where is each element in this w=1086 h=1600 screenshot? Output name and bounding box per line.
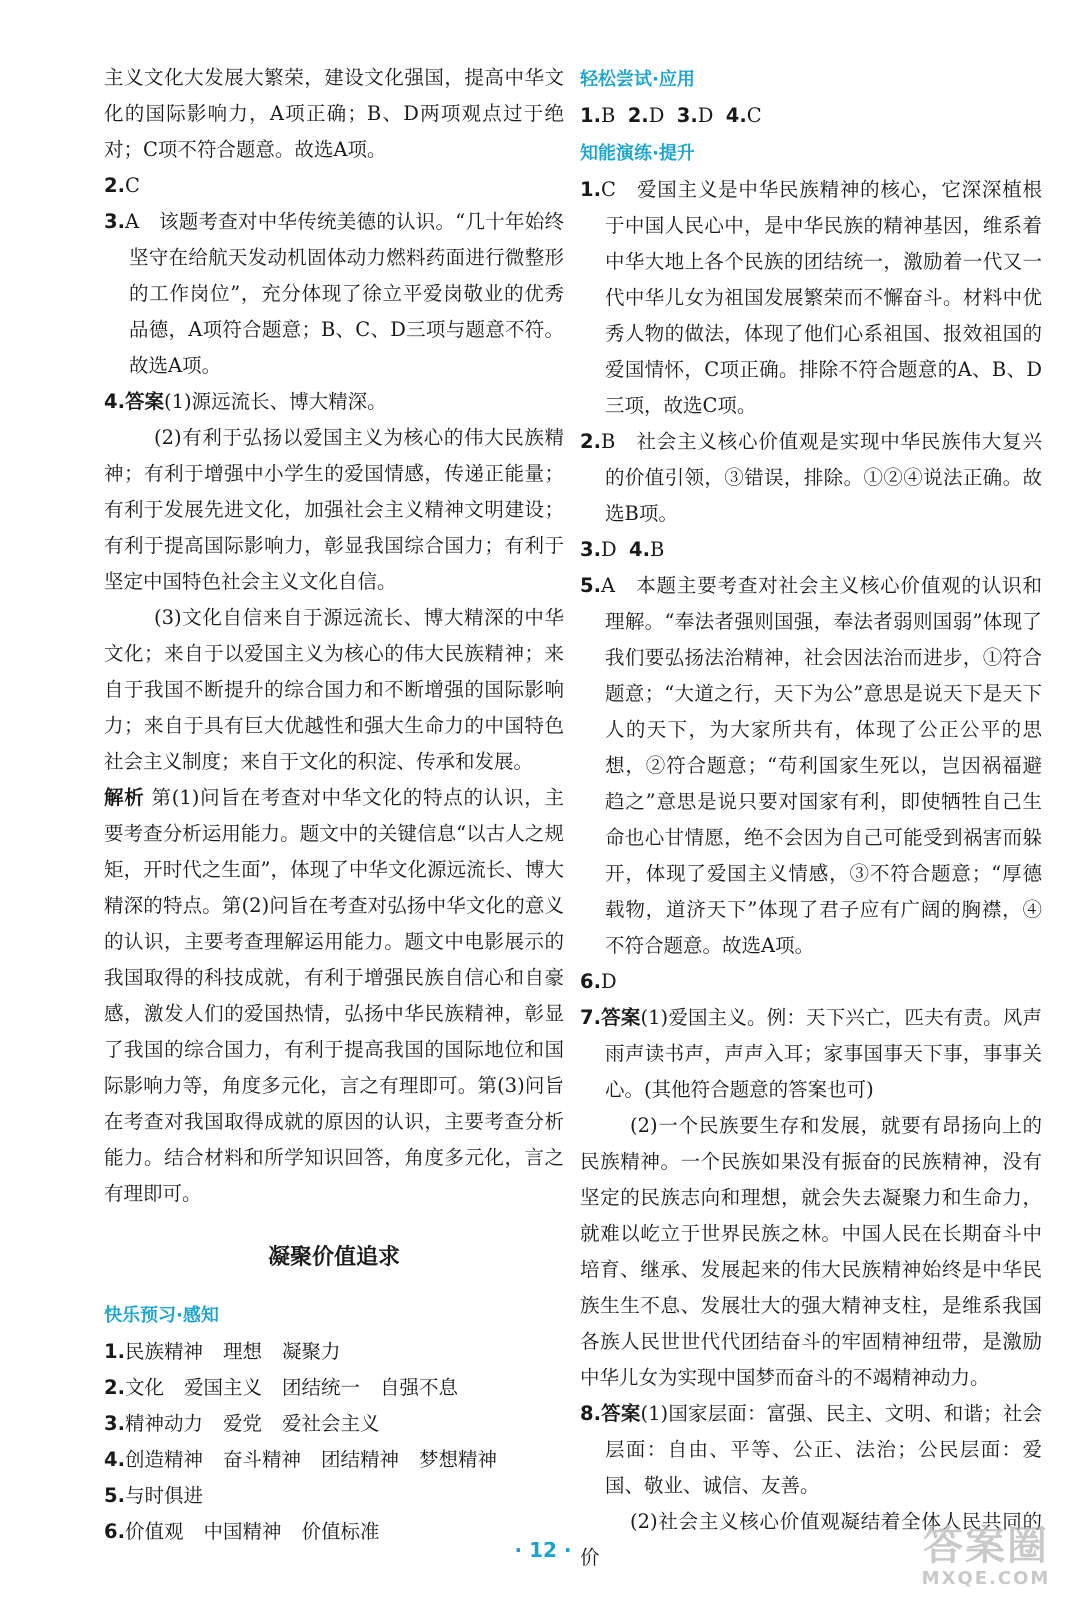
answer-keyword: 答案 bbox=[600, 1006, 641, 1029]
practice-item-7 bbox=[580, 1000, 1042, 1108]
item-number: 1. bbox=[580, 104, 601, 127]
answer-item-4 bbox=[104, 384, 564, 420]
list-item bbox=[104, 1406, 564, 1442]
term: 梦想精神 bbox=[419, 1448, 498, 1471]
item-number: 5. bbox=[580, 574, 601, 597]
answer-value: B bbox=[650, 538, 665, 561]
answer-keyword: 答案 bbox=[600, 1402, 641, 1425]
practice-item-1 bbox=[580, 172, 1042, 424]
term: 奋斗精神 bbox=[223, 1448, 302, 1471]
term: 凝聚力 bbox=[282, 1340, 341, 1363]
term: 与时俱进 bbox=[124, 1484, 203, 1507]
answer-value: D bbox=[648, 104, 665, 127]
answer-value: B bbox=[600, 104, 616, 127]
item-number: 4. bbox=[104, 1448, 125, 1471]
term: 精神动力 bbox=[124, 1412, 203, 1435]
item-text: B 社会主义核心价值观是实现中华民族伟大复兴的价值引领，③错误，排除。①②④说法正确。故选B项。 bbox=[600, 430, 1042, 525]
answer-item-4-part-3: (3)文化自信来自于源远流长、博大精深的中华文化；来自于以爱国主义为核心的伟大民族精神；来自于我国不断提升的综合国力和不断增强的国际影响力；来自于具有巨大优越性和强大生命力的中国特色社会主义制度；来自于文化的积淀、传承和发展。 bbox=[104, 606, 564, 773]
practice-item-3-4 bbox=[580, 532, 1042, 568]
item-number: 7. bbox=[580, 1006, 601, 1029]
answer-item-3 bbox=[104, 204, 564, 384]
term: 中国精神 bbox=[203, 1520, 282, 1543]
answer-value: D bbox=[600, 538, 617, 561]
section-heading-preview: 快乐预习·感知 bbox=[104, 1305, 219, 1326]
section-title: 凝聚价值追求 bbox=[267, 1245, 400, 1270]
section-heading-trial: 轻松尝试·应用 bbox=[580, 69, 695, 90]
term: 创造精神 bbox=[124, 1448, 203, 1471]
item-text: A 本题主要考查对社会主义核心价值观的认识和理解。“奉法者强则国强，奉法者弱则国弱”体现了我们要弘扬法治精神，社会因法治而进步，①符合题意；“大道之行，天下为公”意思是说天下是天下人的天下，为大家所共有，体现了公正公平的思想，②符合题意；“苟利国家生死以，岂因祸福避趋之”意思是说只要对国家有利，即使牺牲自己生命也心甘情愿，绝不会因为自己可能受到祸害而躲开，体现了爱国主义情感，③不符合题意；“厚德载物，道济天下”体现了君子应有广阔的胸襟，④不符合题意。故选A项。 bbox=[600, 574, 1042, 957]
term: 文化 bbox=[124, 1376, 164, 1399]
analysis-text: 第(1)问旨在考查对中华文化的特点的认识，主要考查分析运用能力。题文中的关键信息“以古人之规矩，开时代之生面”，体现了中华文化源远流长、博大精深的特点。第(2)问旨在考查对弘扬中华文化的意义的认识，主要考查理解运用能力。题文中电影展示的我国取得的科技成就，有利于增强民族自信心和自豪感，激发人们的爱国热情，弘扬中华民族精神，彰显了我国的综合国力，有利于提高我国的国际地位和国际影响力等，角度多元化，言之有理即可。第(3)问旨在考查对我国取得成就的原因的认识，主要考查分析能力。结合材料和所学知识回答，角度多元化，言之有理即可。 bbox=[104, 786, 564, 1205]
item-number: 3. bbox=[676, 104, 698, 127]
item-number: 3. bbox=[104, 1412, 125, 1435]
term: 爱社会主义 bbox=[282, 1412, 380, 1435]
item-number: 6. bbox=[104, 1520, 125, 1543]
watermark-url: MXQE.COM bbox=[921, 1568, 1051, 1589]
answer-value: C bbox=[746, 104, 762, 127]
section-heading-practice: 知能演练·提升 bbox=[580, 143, 695, 164]
answer-item-2 bbox=[104, 168, 564, 204]
item-number: 1. bbox=[580, 178, 601, 201]
page-number: · 12 · bbox=[514, 1538, 572, 1562]
left-column bbox=[104, 60, 564, 1550]
item-text: (1)爱国主义。例：天下兴亡，匹夫有责。风声雨声读书声，声声入耳；家事国事天下事，事事关心。(其他符合题意的答案也可) bbox=[605, 1006, 1042, 1101]
list-item bbox=[104, 1370, 564, 1406]
item-number: 4. bbox=[629, 538, 651, 561]
term: 爱党 bbox=[223, 1412, 263, 1435]
item-number: 4. bbox=[725, 104, 747, 127]
analysis-keyword: 解析 bbox=[104, 786, 145, 809]
item-number: 2. bbox=[580, 430, 601, 453]
item-number: 2. bbox=[104, 1376, 125, 1399]
list-item bbox=[104, 1442, 564, 1478]
term: 自强不息 bbox=[380, 1376, 459, 1399]
practice-item-8 bbox=[580, 1396, 1042, 1504]
term: 民族精神 bbox=[124, 1340, 203, 1363]
item-text: C 爱国主义是中华民族精神的核心，它深深植根于中国人民心中，是中华民族的精神基因，维系着中华大地上各个民族的团结统一，激励着一代又一代中华儿女为祖国发展繁荣而不懈奋斗。材料中优秀人物的做法，体现了他们心系祖国、报效祖国的爱国情怀，C项正确。排除不符合题意的A、B、D三项，故选C项。 bbox=[600, 178, 1042, 417]
item-text: (1)国家层面：富强、民主、文明、和谐；社会层面：自由、平等、公正、法治；公民层面：爱国、敬业、诚信、友善。 bbox=[605, 1402, 1042, 1497]
practice-item-6 bbox=[580, 964, 1042, 1000]
item-text: A 该题考查对中华传统美德的认识。“几十年始终坚守在给航天发动机固体动力燃料药面进行微整形的工作岗位”，充分体现了徐立平爱岗敬业的优秀品德，A项符合题意；B、C、D三项与题意不符。故选A项。 bbox=[124, 210, 564, 377]
watermark-logo bbox=[896, 1524, 1076, 1594]
practice-item-5 bbox=[580, 568, 1042, 964]
item-number: 2. bbox=[104, 174, 125, 197]
item-number: 4. bbox=[104, 390, 125, 413]
term: 团结精神 bbox=[321, 1448, 400, 1471]
right-column bbox=[580, 60, 1042, 1576]
item-text: (1)源远流长、博大精深。 bbox=[164, 390, 387, 413]
term: 价值观 bbox=[124, 1520, 184, 1543]
item-number: 3. bbox=[104, 210, 125, 233]
item-text: D bbox=[600, 970, 617, 993]
term: 团结统一 bbox=[282, 1376, 361, 1399]
answer-continuation: 主义文化大发展大繁荣，建设文化强国，提高中华文化的国际影响力，A项正确；B、D两项观点过于绝对；C项不符合题意。故选A项。 bbox=[104, 66, 564, 161]
item-text: C bbox=[124, 174, 140, 197]
item-number: 6. bbox=[580, 970, 601, 993]
item-number: 3. bbox=[580, 538, 601, 561]
item-number: 8. bbox=[580, 1402, 601, 1425]
practice-item-2 bbox=[580, 424, 1042, 532]
answer-item-4-part-2: (2)有利于弘扬以爱国主义为核心的伟大民族精神；有利于增强中小学生的爱国情感，传递正能量；有利于发展先进文化，加强社会主义精神文明建设；有利于提高国际影响力，彰显我国综合国力；有利于坚定中国特色社会主义文化自信。 bbox=[104, 426, 564, 593]
term: 价值标准 bbox=[301, 1520, 380, 1543]
item-number: 1. bbox=[104, 1340, 125, 1363]
term: 爱国主义 bbox=[184, 1376, 263, 1399]
list-item bbox=[104, 1334, 564, 1370]
answer-keyword: 答案 bbox=[124, 390, 164, 413]
list-item bbox=[104, 1478, 564, 1514]
answer-value: D bbox=[697, 104, 714, 127]
practice-item-7-part-2: (2)一个民族要生存和发展，就要有昂扬向上的民族精神。一个民族如果没有振奋的民族精神，没有坚定的民族志向和理想，就会失去凝聚力和生命力，就难以屹立于世界民族之林。中国人民在长期奋斗中培育、继承、发展起来的伟大民族精神始终是中华民族生生不息、发展壮大的强大精神支柱，是维系我国各族人民世世代代团结奋斗的牢固精神纽带，是激励中华儿女为实现中国梦而奋斗的不竭精神动力。 bbox=[580, 1114, 1042, 1389]
term: 理想 bbox=[223, 1340, 263, 1363]
analysis-paragraph bbox=[104, 780, 564, 1212]
item-number: 5. bbox=[104, 1484, 125, 1507]
watermark-text: 答案圈 bbox=[923, 1523, 1049, 1569]
item-number: 2. bbox=[627, 104, 649, 127]
practice-item-8-part-2: (2)社会主义核心价值观凝结着全体人民共同的价 bbox=[580, 1510, 1042, 1569]
preview-answer-list bbox=[104, 1334, 564, 1550]
trial-answers bbox=[580, 98, 1042, 134]
